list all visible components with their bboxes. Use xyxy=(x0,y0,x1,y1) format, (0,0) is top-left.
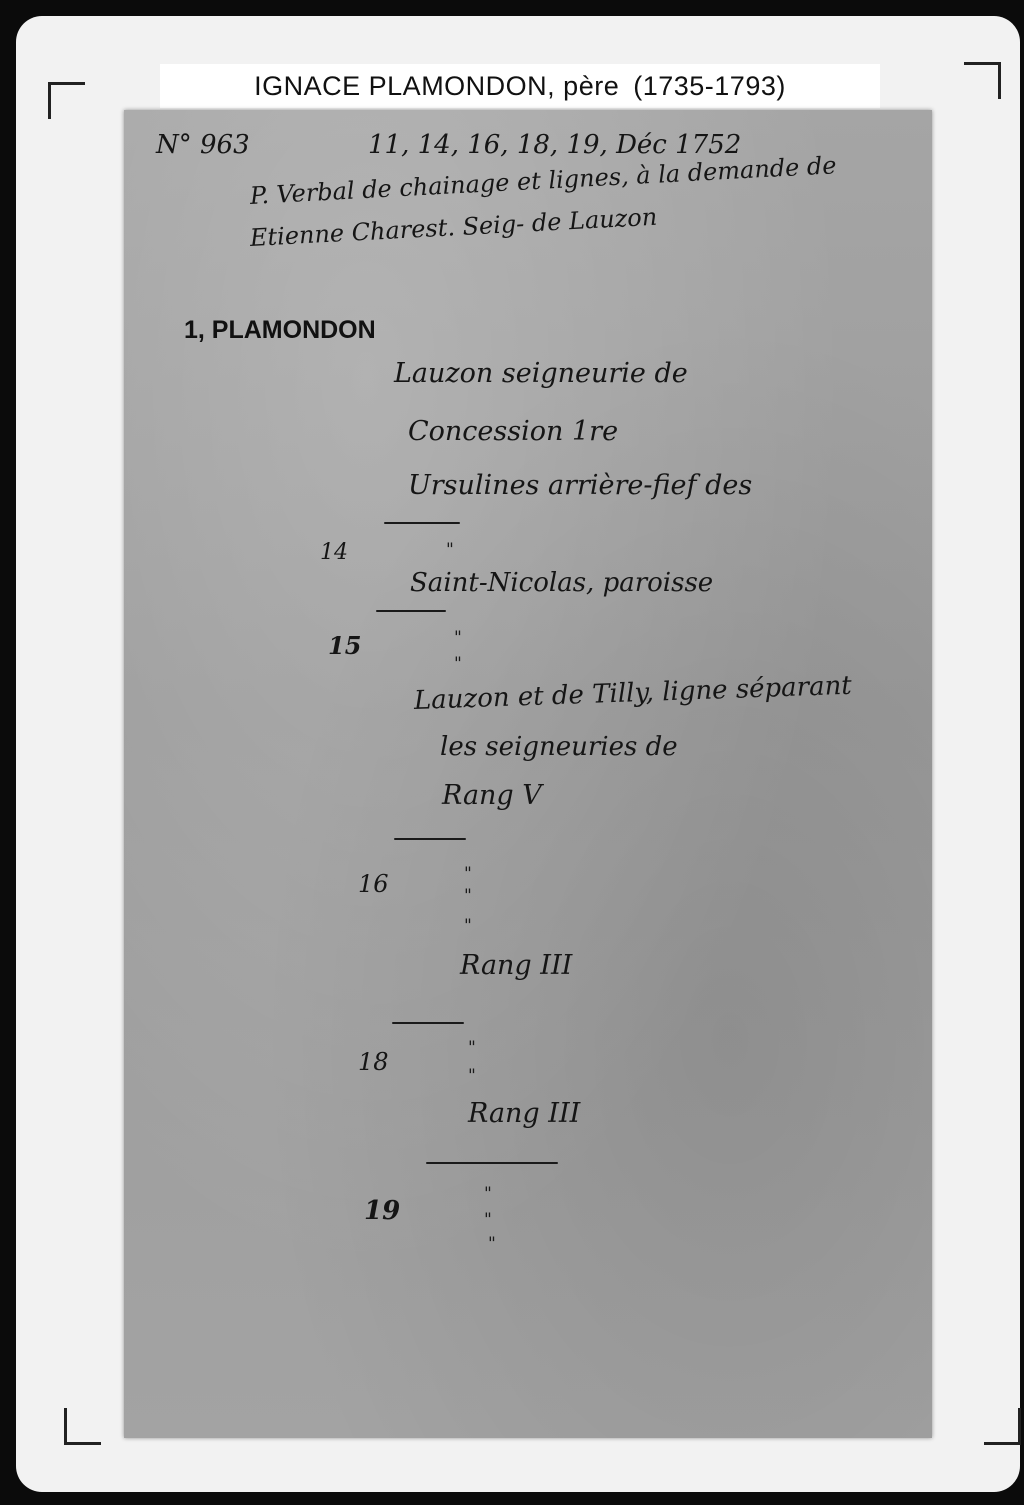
ditto-mark: " xyxy=(484,1184,492,1204)
crop-mark-top-left xyxy=(48,82,85,119)
dates-line: 11, 14, 16, 18, 19, Déc 1752 xyxy=(368,130,742,160)
index-label: 1, PLAMONDON xyxy=(184,316,376,344)
ditto-mark: " xyxy=(464,916,472,936)
description-line-2: Etienne Charest. Seig- de Lauzon xyxy=(249,202,658,252)
entry-day: 15 xyxy=(328,631,362,660)
header-label xyxy=(160,64,880,108)
ditto-mark: " xyxy=(488,1234,496,1254)
ditto-mark: " xyxy=(464,864,472,884)
description-line-1: P. Verbal de chainage et lignes, à la demande de xyxy=(249,151,838,210)
separator-rule xyxy=(394,838,466,840)
file-number: N° 963 xyxy=(156,130,250,160)
entry-line: Lauzon et de Tilly, ligne séparant xyxy=(413,670,853,716)
ditto-mark: " xyxy=(468,1066,476,1086)
header-name: IGNACE PLAMONDON, père xyxy=(254,70,620,101)
crop-mark-top-right xyxy=(964,62,1001,99)
ditto-mark: " xyxy=(454,628,462,648)
ditto-mark: " xyxy=(464,886,472,906)
entry-day: 19 xyxy=(364,1196,401,1226)
entry-line: Rang III xyxy=(468,1098,581,1129)
entry-day: 16 xyxy=(358,870,389,898)
ditto-mark: " xyxy=(468,1038,476,1058)
crop-mark-bottom-left xyxy=(64,1408,101,1445)
crop-mark-bottom-right xyxy=(984,1408,1021,1445)
header-dates: (1735-1793) xyxy=(633,70,786,101)
ditto-mark: " xyxy=(484,1210,492,1230)
entry-day: 18 xyxy=(358,1048,389,1076)
document-sheet xyxy=(124,110,932,1438)
entry-line: Saint-Nicolas, paroisse xyxy=(410,568,714,598)
separator-rule xyxy=(384,522,460,524)
separator-rule xyxy=(392,1022,464,1024)
separator-rule xyxy=(426,1162,558,1164)
entry-line: Concession 1re xyxy=(408,416,619,447)
ditto-mark: " xyxy=(446,540,454,560)
entry-line: Ursulines arrière-fief des xyxy=(408,470,753,501)
separator-rule xyxy=(376,610,446,612)
ditto-mark: " xyxy=(454,654,462,674)
entry-line: Rang III xyxy=(460,950,573,981)
entry-line: Lauzon seigneurie de xyxy=(394,358,688,389)
entry-line: Rang V xyxy=(442,780,542,811)
entry-day: 14 xyxy=(320,540,348,565)
entry-line: les seigneuries de xyxy=(440,732,678,762)
